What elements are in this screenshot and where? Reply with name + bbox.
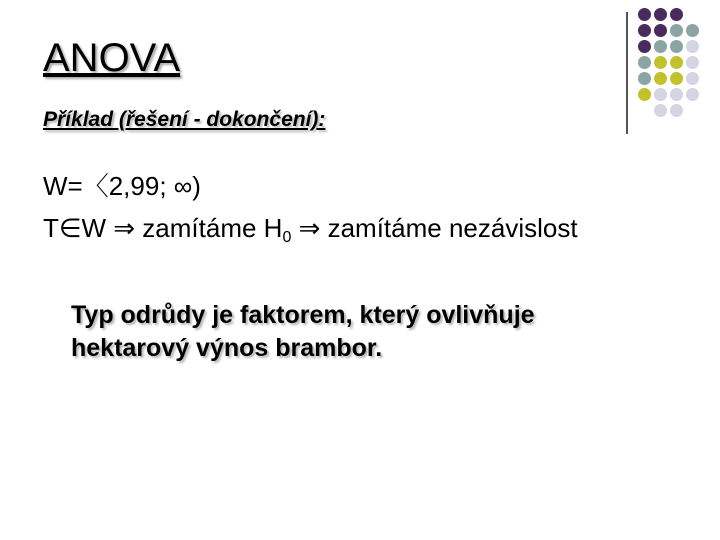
grid-dot	[638, 72, 651, 85]
grid-dot	[670, 104, 683, 117]
grid-dot	[686, 88, 699, 101]
grid-dot	[670, 40, 683, 53]
dot-grid-icon	[638, 8, 720, 120]
conclusion-line-2: hektarový výnos brambor.	[71, 334, 383, 362]
grid-dot	[686, 40, 699, 53]
grid-dot	[654, 56, 667, 69]
grid-dot	[638, 24, 651, 37]
slide-title: ANOVA	[43, 36, 181, 80]
grid-dot	[670, 72, 683, 85]
grid-dot	[670, 24, 683, 37]
grid-dot	[638, 40, 651, 53]
grid-dot	[654, 72, 667, 85]
conclusion-text	[71, 299, 671, 365]
grid-dot	[638, 56, 651, 69]
grid-dot	[686, 72, 699, 85]
grid-dot	[654, 40, 667, 53]
grid-dot	[638, 88, 651, 101]
grid-dot	[654, 8, 667, 21]
decision-text-pre: T∈W ⇒ zamítáme H	[43, 213, 283, 243]
grid-dot	[654, 24, 667, 37]
grid-dot	[670, 88, 683, 101]
slide-subtitle: Příklad (řešení - dokončení):	[43, 108, 326, 131]
critical-region-line: W=〈2,99; ∞)	[43, 171, 201, 201]
grid-dot	[654, 104, 667, 117]
grid-dot	[638, 8, 651, 21]
grid-dot	[670, 8, 683, 21]
hypothesis-subscript: 0	[282, 229, 292, 246]
conclusion-line-1: Typ odrůdy je faktorem, který ovlivňuje	[71, 301, 535, 329]
divider-line	[626, 12, 628, 134]
decision-text-post: ⇒ zamítáme nezávislost	[291, 213, 578, 243]
decision-line	[43, 211, 578, 255]
grid-dot	[670, 56, 683, 69]
grid-dot	[686, 56, 699, 69]
grid-dot	[686, 24, 699, 37]
grid-dot	[654, 88, 667, 101]
